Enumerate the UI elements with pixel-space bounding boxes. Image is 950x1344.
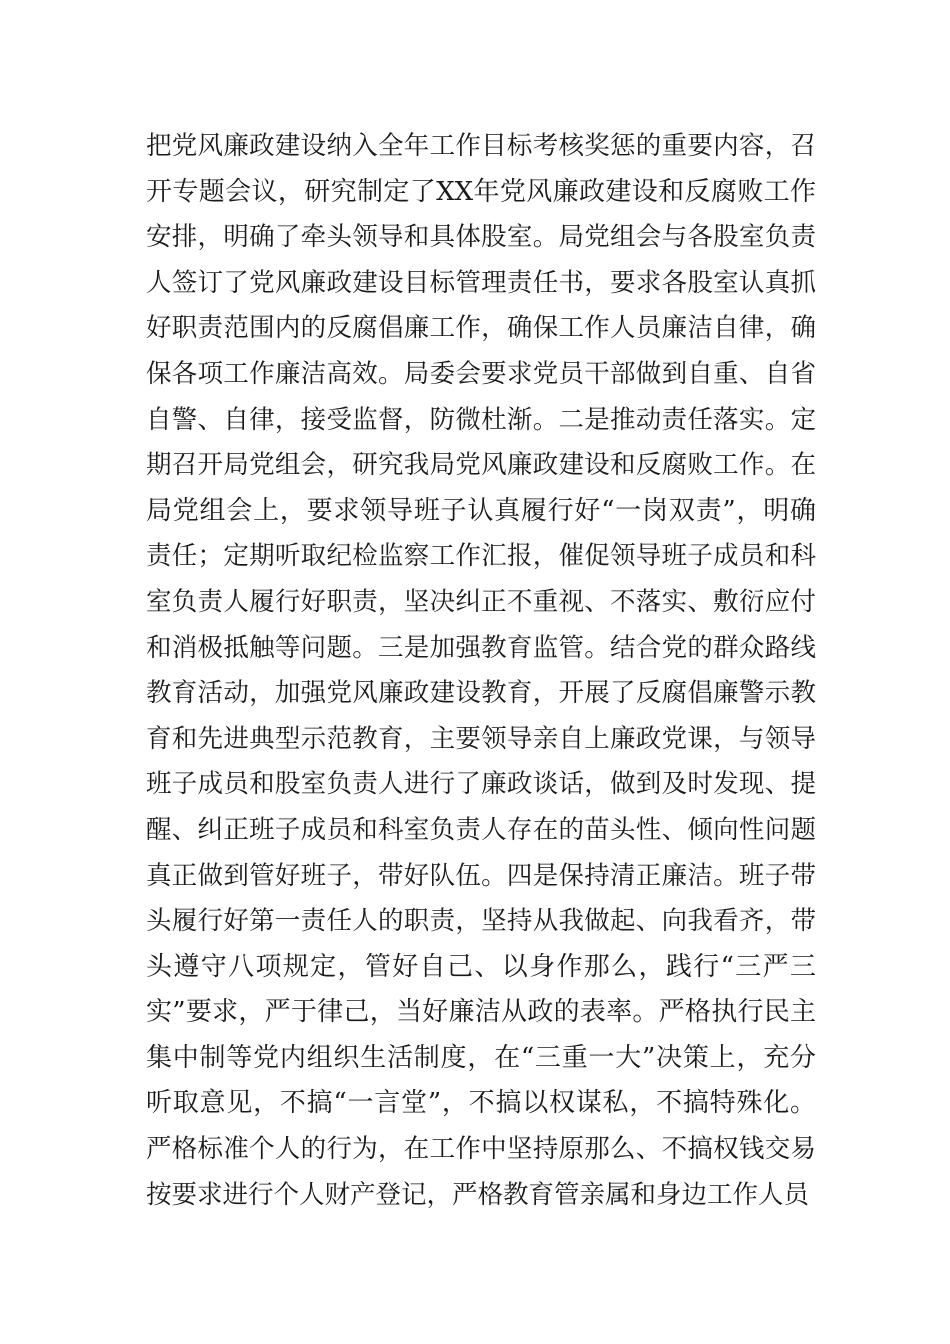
text-line: 育和先进典型示范教育，主要领导亲自上廉政党课，与领导 xyxy=(146,723,816,754)
text-line: 室负责人履行好职责，坚决纠正不重视、不落实、敷衍应付 xyxy=(146,586,816,617)
text-line: 真正做到管好班子，带好队伍。四是保持清正廉洁。班子带 xyxy=(146,860,816,891)
text-line: 按要求进行个人财产登记，严格教育管亲属和身边工作人员 xyxy=(146,1179,810,1210)
text-line: 自警、自律，接受监督，防微杜渐。二是推动责任落实。定 xyxy=(146,404,816,435)
text-line: 开专题会议，研究制定了XX年党风廉政建设和反腐败工作 xyxy=(146,176,816,207)
text-line: 人签订了党风廉政建设目标管理责任书，要求各股室认真抓 xyxy=(146,267,816,298)
text-line: 好职责范围内的反腐倡廉工作，确保工作人员廉洁自律，确 xyxy=(146,313,816,344)
text-line: 头遵守八项规定，管好自己、以身作那么，践行“三严三 xyxy=(146,951,816,982)
body-text xyxy=(146,124,816,1218)
text-line: 班子成员和股室负责人进行了廉政谈话，做到及时发现、提 xyxy=(146,769,816,800)
text-line: 醒、纠正班子成员和科室负责人存在的苗头性、倾向性问题 xyxy=(146,814,816,845)
text-line: 头履行好第一责任人的职责，坚持从我做起、向我看齐，带 xyxy=(146,906,816,937)
text-line: 把党风廉政建设纳入全年工作目标考核奖惩的重要内容，召 xyxy=(146,131,816,161)
text-line: 期召开局党组会，研究我局党风廉政建设和反腐败工作。在 xyxy=(146,450,816,481)
text-line: 教育活动，加强党风廉政建设教育，开展了反腐倡廉警示教 xyxy=(146,678,816,709)
text-line: 保各项工作廉洁高效。局委会要求党员干部做到自重、自省 xyxy=(146,358,816,389)
text-line: 责任；定期听取纪检监察工作汇报，催促领导班子成员和科 xyxy=(146,541,816,572)
text-line: 听取意见，不搞“一言堂”，不搞以权谋私，不搞特殊化。 xyxy=(146,1088,816,1119)
text-line: 严格标准个人的行为，在工作中坚持原那么、不搞权钱交易 xyxy=(146,1134,816,1165)
text-line: 实”要求，严于律己，当好廉洁从政的表率。严格执行民主 xyxy=(146,997,816,1028)
text-line: 集中制等党内组织生活制度，在“三重一大”决策上，充分 xyxy=(146,1042,816,1073)
text-line: 安排，明确了牵头领导和具体股室。局党组会与各股室负责 xyxy=(146,222,816,253)
text-line: 和消极抵触等问题。三是加强教育监管。结合党的群众路线 xyxy=(146,632,816,663)
text-line: 局党组会上，要求领导班子认真履行好“一岗双责”，明确 xyxy=(146,495,816,526)
